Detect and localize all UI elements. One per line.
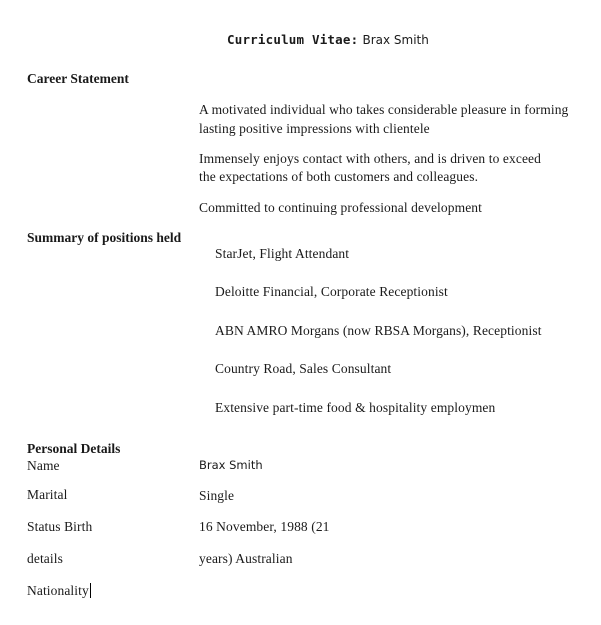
detail-label-status-birth: Status Birth [27,519,93,534]
position-item: Deloitte Financial, Corporate Receptionist [215,284,448,299]
position-item: StarJet, Flight Attendant [215,246,350,261]
position-item: Extensive part-time food & hospitality employmen [215,400,496,415]
career-statement-heading: Career Statement [27,71,129,86]
detail-label-nationality[interactable] [27,583,91,599]
detail-label-marital: Marital [27,487,68,502]
detail-label-details: details [27,551,63,566]
career-paragraph-1-line-2: lasting positive impressions with clientele [199,121,430,136]
document-title [227,32,429,48]
detail-value-marital: Single [199,488,235,503]
career-paragraph-3: Committed to continuing professional development [199,200,483,215]
title-label: Curriculum Vitae: [227,32,359,47]
title-name: Brax Smith [362,33,429,47]
nationality-label-text: Nationality [27,583,89,598]
text-cursor [90,583,91,598]
position-item: ABN AMRO Morgans (now RBSA Morgans), Receptionist [215,323,542,338]
position-item: Country Road, Sales Consultant [215,361,392,376]
career-paragraph-1-line-1: A motivated individual who takes considerable pleasure in forming [199,102,569,117]
detail-value-nationality: years) Australian [199,551,293,566]
career-paragraph-2-line-1: Immensely enjoys contact with others, and is driven to exceed [199,151,542,166]
positions-heading: Summary of positions held [27,230,182,245]
detail-value-birth: 16 November, 1988 (21 [199,519,330,534]
personal-details-heading: Personal Details [27,441,121,456]
detail-label-name: Name [27,458,60,473]
detail-value-name: Brax Smith [199,458,263,472]
career-paragraph-2-line-2: the expectations of both customers and colleagues. [199,169,479,184]
